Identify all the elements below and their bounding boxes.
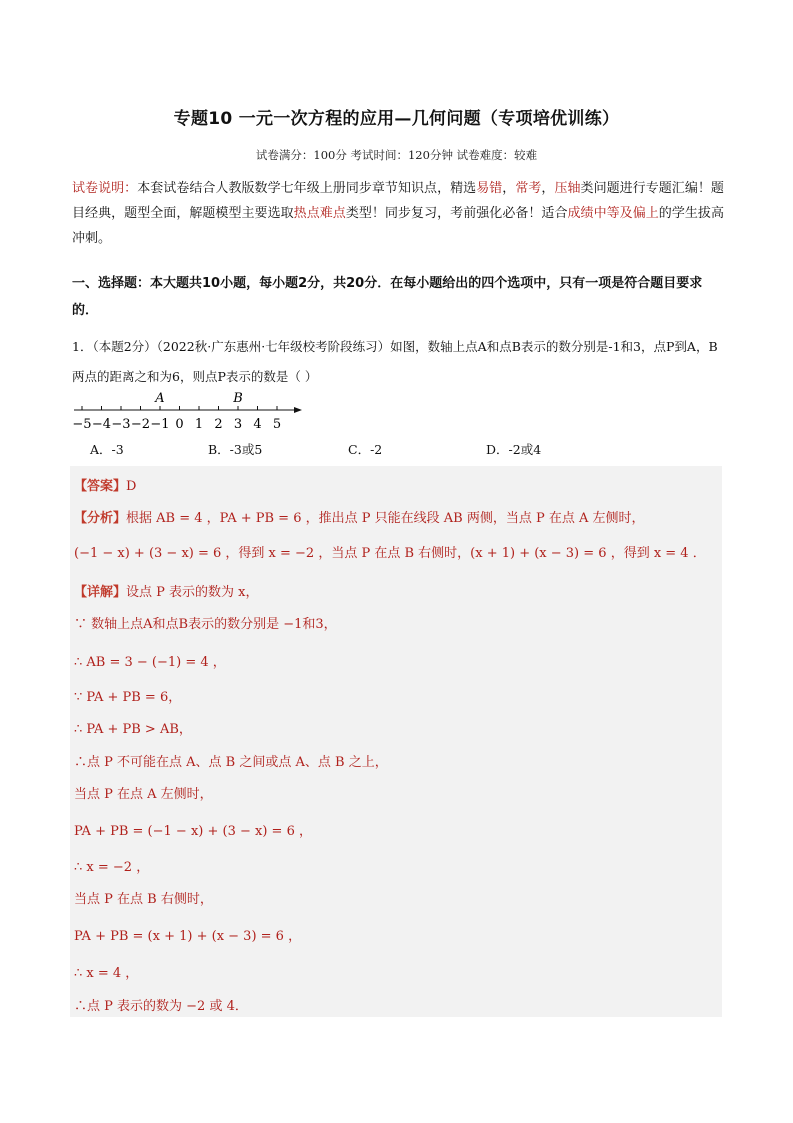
section-heading: 一、选择题：本大题共10小题，每小题2分，共20分．在每小题给出的四个选项中，只有一项是符合题目要求的． [72, 276, 703, 318]
analysis-text-1: 根据 AB = 4 ，PA + PB = 6 ，推出点 P 只能在线段 AB 两侧，当点 P 在点 A 左侧时， [126, 511, 645, 526]
detail-line-12: ∴点 P 表示的数为 −2 或 4． [74, 999, 248, 1014]
number-line-tick-label: 5 [272, 417, 282, 432]
intro-text-3: 类型！同步复习，考前强化必备！适合 [345, 206, 568, 221]
detail-line-10: PA + PB = (x + 1) + (x − 3) = 6 ， [74, 929, 302, 944]
intro-sep-2: ， [541, 181, 555, 196]
analysis-text-2: (−1 − x) + (3 − x) = 6 ，得到 x = −2 ，当点 P 在点 B 右侧时，(x + 1) + (x − 3) = 6 ，得到 x = 4 ． [74, 546, 706, 561]
keyword-level: 成绩中等及偏上 [567, 206, 659, 221]
number-line-tick-label: −3 [111, 417, 131, 432]
number-line-figure [70, 388, 310, 432]
detail-line-3: ∵ PA + PB = 6， [74, 690, 182, 705]
analysis-line-2 [74, 542, 706, 561]
number-line-tick-label: −4 [91, 417, 112, 432]
number-line-tick-label: −1 [150, 417, 170, 432]
detail-line-0 [74, 581, 259, 600]
number-line-tick-label: 1 [194, 417, 204, 432]
detail-line-9: 当点 P 在点 B 右侧时， [74, 892, 213, 907]
question-1: 1．（本题2分）（2022秋·广东惠州·七年级校考阶段练习）如图，数轴上点A和点B表示的数分别是-1和3，点P到A，B两点的距离之和为6，则点P表示的数是（ ） [72, 339, 718, 384]
intro-text-2: 类问题进行专题汇编！题目经典，题型全面，解题模型主要选取 [72, 181, 724, 221]
detail-line-7: PA + PB = (−1 − x) + (3 − x) = 6 ， [74, 824, 312, 839]
keyword-common: 常考 [515, 181, 542, 196]
analysis-line-1 [74, 507, 645, 526]
detail-line-1: ∵ 数轴上点A和点B表示的数分别是 −1和3， [74, 617, 337, 632]
intro-sep-1: ， [502, 181, 516, 196]
intro-text-4: 的学生拔高冲刺。 [72, 206, 724, 246]
page-title: 专题10 一元一次方程的应用—几何问题（专项培优训练） [173, 109, 620, 129]
point-b-label: B [233, 391, 243, 406]
number-line-tick-label: −2 [130, 417, 151, 432]
option-c[interactable]: C．-2 [348, 442, 383, 457]
intro-paragraph [72, 176, 724, 251]
detail-tag: 【详解】 [74, 585, 127, 600]
keyword-finale: 压轴 [554, 181, 581, 196]
number-line-arrow [294, 407, 302, 413]
number-line-tick-label: 0 [175, 417, 184, 432]
answer-options [90, 440, 690, 462]
detail-line-5: ∴点 P 不可能在点 A、点 B 之间或点 A、点 B 之上， [74, 755, 388, 770]
option-d[interactable]: D．-2或4 [486, 442, 542, 457]
point-a-label: A [155, 391, 165, 406]
detail-text-0: 设点 P 表示的数为 x， [126, 585, 259, 600]
option-b[interactable]: B．-3或5 [208, 442, 263, 457]
detail-line-2: ∴ AB = 3 − (−1) = 4 ， [74, 655, 226, 670]
answer-value: D [126, 479, 137, 494]
intro-text-1: 本套试卷结合人教版数学七年级上册同步章节知识点，精选 [137, 181, 477, 196]
keyword-error-prone: 易错 [476, 181, 503, 196]
detail-line-6: 当点 P 在点 A 左侧时， [74, 787, 213, 802]
number-line-tick-label: −5 [72, 417, 92, 432]
analysis-tag: 【分析】 [74, 511, 127, 526]
answer-line [74, 475, 136, 494]
number-line-tick-label: 2 [214, 417, 223, 432]
detail-line-11: ∴ x = 4 ， [74, 966, 139, 981]
exam-meta: 试卷满分：100分 考试时间：120分钟 试卷难度：较难 [255, 148, 538, 162]
number-line-tick-label: 4 [253, 417, 262, 432]
intro-label: 试卷说明： [72, 181, 138, 196]
keyword-hotspot: 热点难点 [293, 206, 346, 221]
detail-line-4: ∴ PA + PB > AB， [74, 722, 192, 737]
option-a[interactable]: A．-3 [90, 442, 124, 457]
detail-line-8: ∴ x = −2 ， [74, 860, 150, 875]
number-line-tick-label: 3 [233, 417, 243, 432]
answer-tag: 【答案】 [74, 479, 127, 494]
